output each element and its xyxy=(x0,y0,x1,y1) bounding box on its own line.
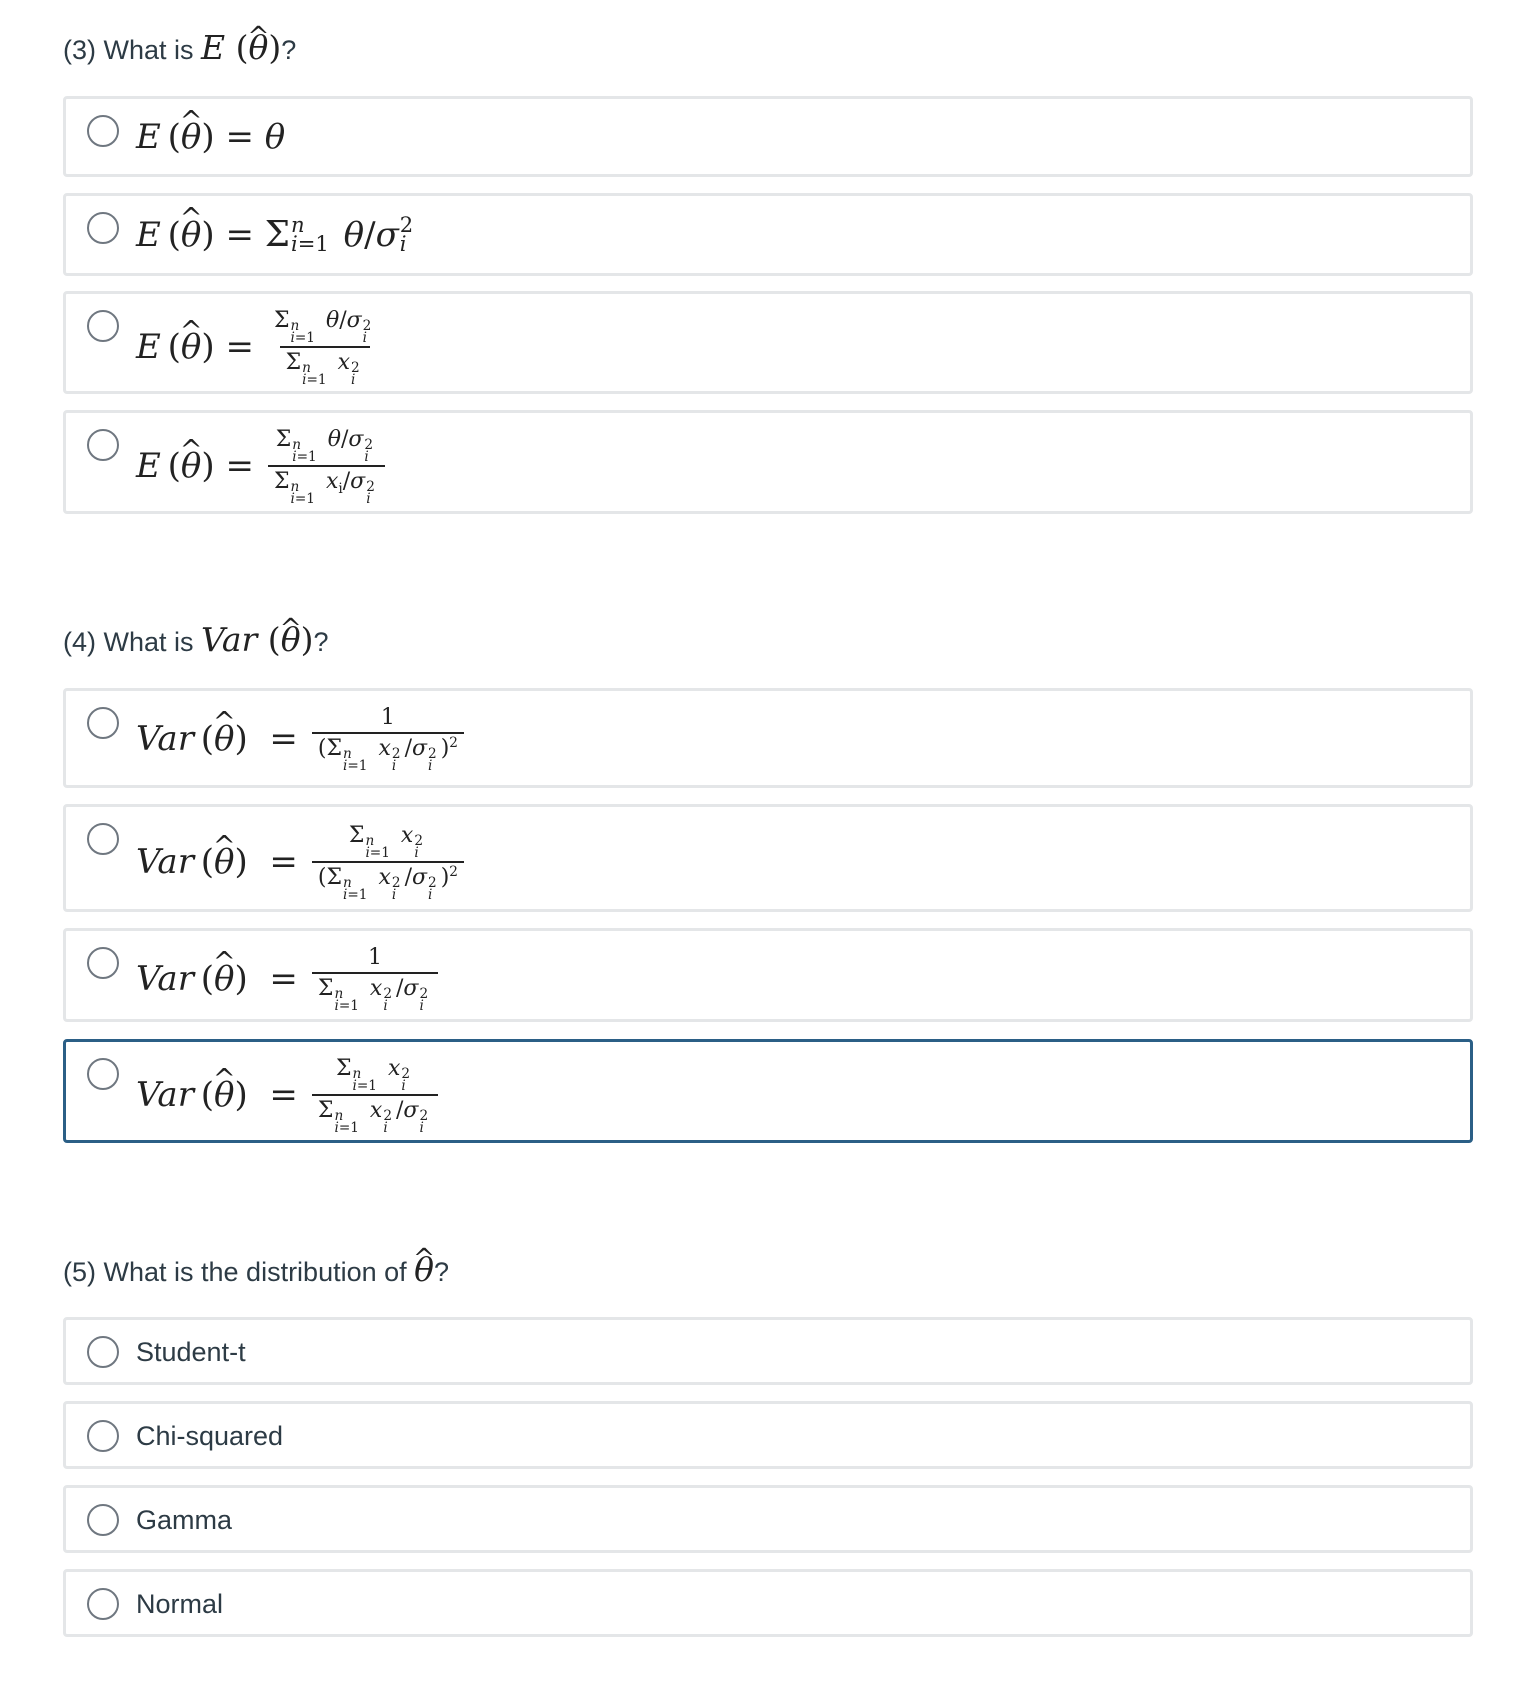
radio-button[interactable] xyxy=(87,429,119,461)
q5-option-gamma[interactable] xyxy=(63,1485,1473,1553)
q4-option-3-formula: Var ( ^ θ ) = 1 Σ n i=1 x 2 i /σ 2 i xyxy=(136,945,438,1013)
q3-option-2[interactable] xyxy=(63,193,1473,276)
q3-option-2-formula: E ( ^ θ ) = Σ n i=1 θ / σ 2 i xyxy=(136,214,417,255)
q3-option-1-formula: E ( ^ θ ) = θ xyxy=(136,117,285,157)
q4-option-1-formula: Var ( ^ θ ) = 1 (Σ n i=1 x 2 i /σ 2 i )$^2$ xyxy=(136,705,464,773)
q5-option-chi-squared[interactable] xyxy=(63,1401,1473,1469)
option-label: Student-t xyxy=(136,1337,246,1367)
q3-option-3[interactable] xyxy=(63,291,1473,394)
question-4-prompt: (4) What is Var (^ θ)? xyxy=(63,620,328,662)
radio-button[interactable] xyxy=(87,707,119,739)
radio-button[interactable] xyxy=(87,1504,119,1536)
radio-button[interactable] xyxy=(87,823,119,855)
q3-option-1[interactable] xyxy=(63,96,1473,177)
q4-option-3[interactable] xyxy=(63,928,1473,1022)
option-label: Gamma xyxy=(136,1505,233,1535)
q5-option-student-t[interactable] xyxy=(63,1317,1473,1385)
radio-button[interactable] xyxy=(87,1058,119,1090)
q4-option-4[interactable] xyxy=(63,1039,1473,1143)
q5-option-normal[interactable] xyxy=(63,1569,1473,1637)
radio-button[interactable] xyxy=(87,1336,119,1368)
radio-button[interactable] xyxy=(87,947,119,979)
q4-option-1[interactable] xyxy=(63,688,1473,788)
question-3-prompt: (3) What is E (^ θ)? xyxy=(63,28,296,70)
q4-option-4-formula: Var ( ^ θ ) = Σ n i=1 x 2 i Σ n i=1 x 2 i /σ 2 i xyxy=(136,1056,438,1135)
radio-button[interactable] xyxy=(87,310,119,342)
radio-button[interactable] xyxy=(87,1588,119,1620)
q4-option-2-formula: Var ( ^ θ ) = Σ n i=1 x 2 i (Σ n i=1 x 2 i /σ 2 i )$^2$ xyxy=(136,823,464,902)
question-3-math: E (^ θ) xyxy=(201,28,281,67)
q3-option-4-formula: E ( ^ θ ) = Σ n i=1 θ/σ 2 i Σ n i=1 $x_i/\sigma$ 2 i xyxy=(136,427,385,506)
question-5-prompt: (5) What is the distribution of ^ θ? xyxy=(63,1250,449,1292)
question-4-math: Var (^ θ) xyxy=(201,620,313,659)
q3-option-4[interactable] xyxy=(63,410,1473,514)
radio-button[interactable] xyxy=(87,115,119,147)
radio-button[interactable] xyxy=(87,1420,119,1452)
radio-button[interactable] xyxy=(87,212,119,244)
q4-option-2[interactable] xyxy=(63,804,1473,912)
option-label: Chi-squared xyxy=(136,1421,284,1451)
q3-option-3-formula: E ( ^ θ ) = Σ n i=1 θ/σ 2 i Σ n i=1 x 2 i xyxy=(136,308,381,387)
option-label: Normal xyxy=(136,1589,224,1619)
question-5-math: ^ θ xyxy=(414,1250,434,1289)
